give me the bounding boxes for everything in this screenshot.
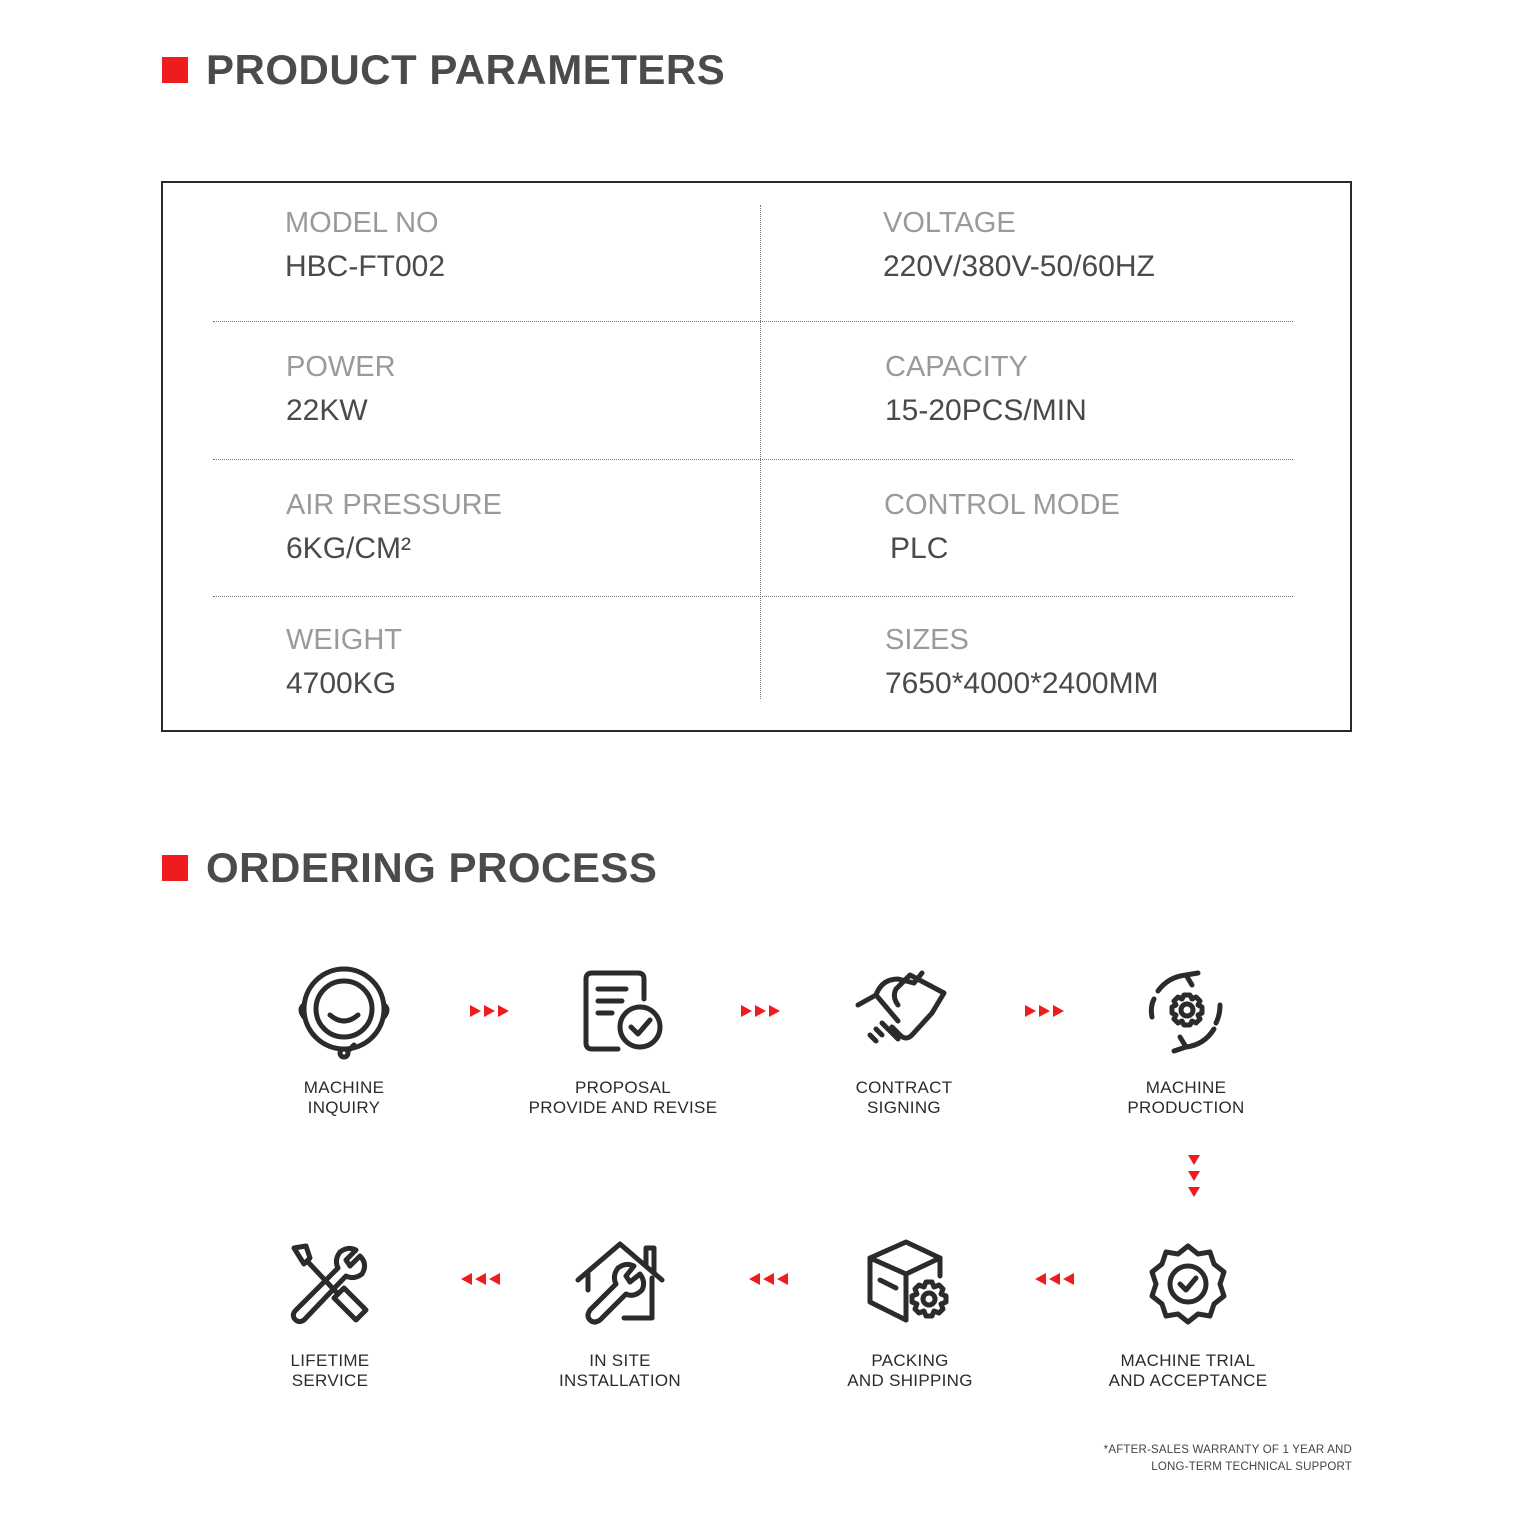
- step-machine-inquiry: [214, 965, 474, 1118]
- step-caption: LIFETIME SERVICE: [290, 1351, 370, 1390]
- param-value: 4700KG: [286, 667, 397, 700]
- param-label: AIR PRESSURE: [286, 489, 502, 521]
- step-caption: PROPOSAL PROVIDE AND REVISE: [528, 1078, 718, 1117]
- ordering-process-heading: [162, 844, 657, 892]
- column-divider: [760, 205, 761, 699]
- badge-check-icon: [1140, 1236, 1236, 1331]
- step-machine-production: [1056, 965, 1316, 1118]
- house-wrench-icon: [572, 1236, 668, 1331]
- arrow-left-icon: [474, 1272, 487, 1286]
- param-label: WEIGHT: [286, 624, 402, 656]
- section-title: ORDERING PROCESS: [206, 844, 658, 891]
- param-weight: [286, 620, 402, 708]
- param-power: [286, 347, 396, 435]
- param-value: 7650*4000*2400MM: [885, 667, 1159, 700]
- box-gear-icon: [862, 1236, 958, 1331]
- param-model-no: [285, 203, 445, 291]
- arrow-down-icon: [1187, 1154, 1201, 1166]
- arrow-down-icon: [1187, 1186, 1201, 1198]
- warranty-note: *AFTER-SALES WARRANTY OF 1 YEAR AND LONG-TERM TECHNICAL SUPPORT: [1103, 1444, 1352, 1473]
- handshake-icon: [852, 965, 956, 1060]
- param-value: PLC: [890, 532, 949, 565]
- step-machine-trial: [1058, 1236, 1318, 1391]
- step-caption: PACKING AND SHIPPING: [847, 1351, 973, 1390]
- step-in-site-installation: [490, 1236, 750, 1391]
- arrow-left-icon: [460, 1272, 473, 1286]
- step-caption: CONTRACT SIGNING: [855, 1078, 953, 1117]
- arrow-left-icon: [748, 1272, 761, 1286]
- parameters-table: [161, 181, 1352, 732]
- param-value: 220V/380V-50/60HZ: [883, 250, 1155, 283]
- red-square-marker: [162, 57, 188, 83]
- product-parameters-heading: [162, 46, 725, 94]
- arrow-right-icon: [754, 1004, 767, 1018]
- document-check-icon: [578, 965, 668, 1060]
- step-contract-signing: [774, 965, 1034, 1118]
- param-label: MODEL NO: [285, 207, 439, 239]
- step-caption: MACHINE TRIAL AND ACCEPTANCE: [1108, 1351, 1268, 1390]
- step-caption: MACHINE INQUIRY: [303, 1078, 385, 1117]
- arrow-left-icon: [762, 1272, 775, 1286]
- gear-cycle-icon: [1138, 965, 1234, 1060]
- step-packing-shipping: [780, 1236, 1040, 1391]
- arrow-right-icon: [469, 1004, 482, 1018]
- step-proposal: [493, 965, 753, 1118]
- row-divider: [213, 459, 1293, 460]
- param-label: VOLTAGE: [883, 207, 1016, 239]
- step-caption: IN SITE INSTALLATION: [559, 1351, 681, 1390]
- arrow-right-icon: [1038, 1004, 1051, 1018]
- headset-icon: [294, 965, 394, 1060]
- arrow-down-icon: [1187, 1170, 1201, 1182]
- param-label: SIZES: [885, 624, 969, 656]
- row-divider: [213, 321, 1293, 322]
- param-sizes: [885, 620, 1159, 708]
- param-voltage: [883, 203, 1155, 291]
- arrow-left-icon: [1034, 1272, 1047, 1286]
- param-label: POWER: [286, 351, 396, 383]
- step-lifetime-service: [200, 1236, 460, 1391]
- param-label: CONTROL MODE: [884, 489, 1120, 521]
- param-value: 6KG/CM²: [286, 532, 412, 565]
- param-value: 15-20PCS/MIN: [885, 394, 1087, 427]
- tools-icon: [282, 1236, 378, 1331]
- step-caption: MACHINE PRODUCTION: [1127, 1078, 1245, 1117]
- arrow-right-icon: [1024, 1004, 1037, 1018]
- arrow-down: [1187, 1154, 1201, 1202]
- param-value: HBC-FT002: [285, 250, 446, 283]
- section-title: PRODUCT PARAMETERS: [206, 46, 726, 93]
- red-square-marker: [162, 855, 188, 881]
- param-value: 22KW: [286, 394, 368, 427]
- param-control-mode: [884, 485, 1120, 573]
- param-label: CAPACITY: [885, 351, 1028, 383]
- param-capacity: [885, 347, 1087, 435]
- arrow-right-icon: [740, 1004, 753, 1018]
- row-divider: [213, 596, 1293, 597]
- param-air-pressure: [286, 485, 502, 573]
